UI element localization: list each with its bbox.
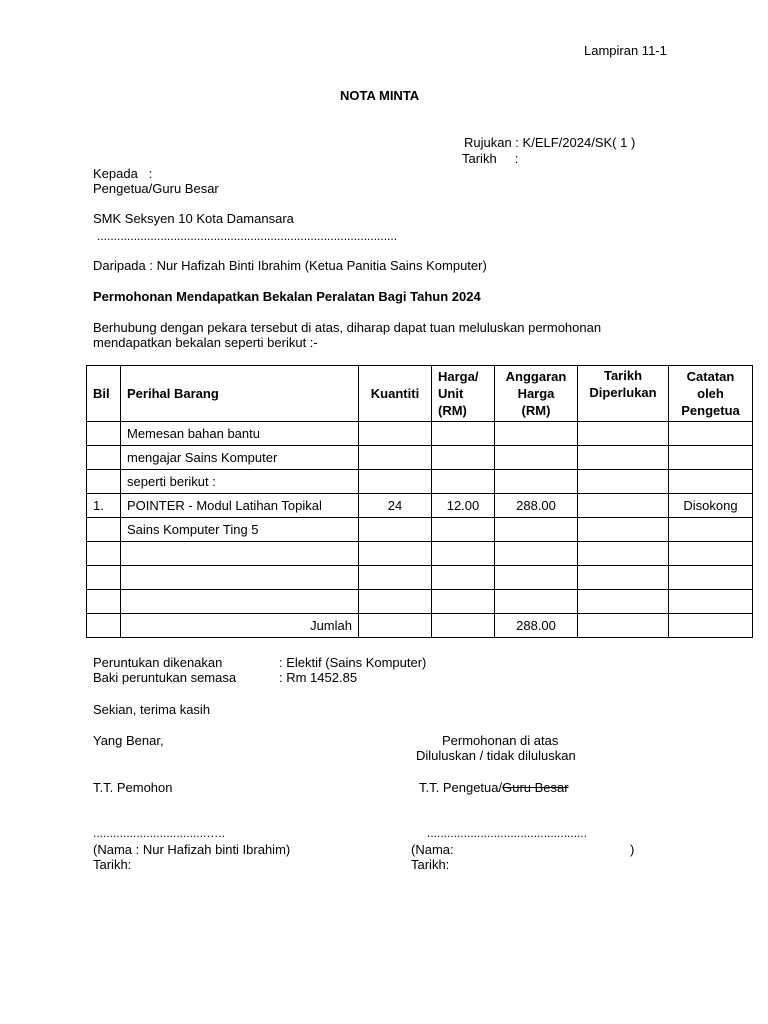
applicant-signature-label: T.T. Pemohon — [93, 780, 173, 795]
cell-quantity — [359, 590, 432, 614]
cell-note — [669, 446, 753, 470]
total-value: 288.00 — [495, 614, 578, 638]
cell-quantity — [359, 446, 432, 470]
cell-budget: 288.00 — [495, 494, 578, 518]
applicant-signature-dots: ..................................….. — [93, 826, 226, 840]
header-notes-line-1: Catatan — [686, 369, 735, 384]
cell-budget — [495, 590, 578, 614]
cell-item: POINTER - Modul Latihan Topikal — [121, 494, 359, 518]
table-row — [87, 542, 753, 566]
cell-date-needed — [578, 542, 669, 566]
header-unit-price-line-3: (RM) — [438, 403, 467, 418]
cell-date-needed — [578, 518, 669, 542]
cell-unit-price — [432, 446, 495, 470]
cell-date-needed — [578, 446, 669, 470]
cell-item: mengajar Sains Komputer — [121, 446, 359, 470]
header-item: Perihal Barang — [121, 366, 359, 422]
allocation-balance-label: Baki peruntukan semasa — [93, 670, 237, 685]
to-label: Kepada : — [93, 166, 153, 181]
cell-quantity — [359, 542, 432, 566]
header-unit-price-line-2: Unit — [438, 386, 464, 401]
cell-budget — [495, 518, 578, 542]
cell-note: Disokong — [669, 494, 753, 518]
cell-note — [669, 590, 753, 614]
cell-unit-price — [432, 518, 495, 542]
cell-note — [669, 518, 753, 542]
cell-unit-price — [432, 542, 495, 566]
reference-line — [464, 135, 635, 150]
cell-bil — [87, 422, 121, 446]
cell-unit-price — [432, 422, 495, 446]
cell-budget — [495, 542, 578, 566]
cell-note — [669, 470, 753, 494]
cell-item: Memesan bahan bantu — [121, 422, 359, 446]
header-date-needed-line-2: Diperlukan — [589, 385, 657, 400]
approval-line-1: Permohonan di atas — [442, 733, 559, 748]
cell-unit-price — [432, 614, 495, 638]
cell-budget — [495, 422, 578, 446]
body-text-line-1: Berhubung dengan pekara tersebut di atas, diharap dapat tuan meluluskan permohonan — [93, 320, 602, 335]
cell-bil — [87, 566, 121, 590]
items-table — [86, 365, 753, 638]
cell-bil — [87, 446, 121, 470]
closing-thanks: Sekian, terima kasih — [93, 702, 211, 717]
subject-line: Permohonan Mendapatkan Bekalan Peralatan Bagi Tahun 2024 — [93, 289, 481, 304]
cell-item — [121, 542, 359, 566]
cell-item — [121, 590, 359, 614]
cell-unit-price — [432, 590, 495, 614]
cell-quantity — [359, 470, 432, 494]
header-budget-line-1: Anggaran — [505, 369, 567, 384]
document-title: NOTA MINTA — [340, 88, 420, 103]
table-header-row — [87, 366, 753, 422]
date-label: Tarikh : — [462, 151, 519, 166]
cell-item: seperti berikut : — [121, 470, 359, 494]
principal-signature-label — [419, 780, 569, 795]
applicant-name: (Nama : Nur Hafizah binti Ibrahim) — [93, 842, 291, 857]
cell-date-needed — [578, 590, 669, 614]
cell-bil — [87, 590, 121, 614]
header-unit-price-line-1: Harga/ — [438, 369, 479, 384]
cell-date-needed — [578, 494, 669, 518]
principal-date: Tarikh: — [411, 857, 450, 872]
table-row — [87, 470, 753, 494]
table-row — [87, 566, 753, 590]
principal-name-close: ) — [630, 842, 635, 857]
cell-date-needed — [578, 614, 669, 638]
allocation-charged-value: : Elektif (Sains Komputer) — [279, 655, 427, 670]
header-notes-line-2: oleh — [697, 386, 724, 401]
cell-quantity — [359, 422, 432, 446]
cell-unit-price — [432, 566, 495, 590]
cell-quantity: 24 — [359, 494, 432, 518]
principal-signature-struck: Guru Besar — [502, 780, 569, 795]
header-principal-notes — [669, 366, 753, 422]
allocation-charged-label: Peruntukan dikenakan — [93, 655, 223, 670]
from-line: Daripada : Nur Hafizah Binti Ibrahim (Ketua Panitia Sains Komputer) — [93, 258, 487, 273]
table-row — [87, 590, 753, 614]
cell-unit-price — [432, 470, 495, 494]
allocation-balance-value: : Rm 1452.85 — [279, 670, 358, 685]
cell-budget — [495, 470, 578, 494]
reference-value: K/ELF/2024/SK( 1 ) — [522, 135, 636, 150]
cell-bil — [87, 542, 121, 566]
cell-note — [669, 614, 753, 638]
cell-budget — [495, 446, 578, 470]
cell-quantity — [359, 566, 432, 590]
table-total-row — [87, 614, 753, 638]
body-text-line-2: mendapatkan bekalan seperti berikut :- — [93, 335, 318, 350]
cell-item: Sains Komputer Ting 5 — [121, 518, 359, 542]
header-budget-line-2: Harga — [517, 386, 555, 401]
cell-bil — [87, 518, 121, 542]
table-row — [87, 494, 753, 518]
header-date-needed-line-1: Tarikh — [603, 368, 643, 383]
principal-name-open: (Nama: — [411, 842, 454, 857]
header-quantity: Kuantiti — [359, 366, 432, 422]
closing-yours: Yang Benar, — [93, 733, 164, 748]
header-date-needed — [578, 366, 669, 422]
cell-quantity — [359, 614, 432, 638]
cell-bil — [87, 470, 121, 494]
cell-date-needed — [578, 470, 669, 494]
appendix-label: Lampiran 11-1 — [584, 43, 667, 58]
cell-note — [669, 542, 753, 566]
cell-item — [121, 566, 359, 590]
cell-budget — [495, 566, 578, 590]
to-recipient: Pengetua/Guru Besar — [93, 181, 219, 196]
reference-label: Rujukan : — [464, 135, 519, 150]
table-row — [87, 518, 753, 542]
cell-date-needed — [578, 566, 669, 590]
to-school: SMK Seksyen 10 Kota Damansara — [93, 211, 294, 226]
principal-signature-prefix: T.T. Pengetua/ — [419, 780, 503, 795]
header-notes-line-3: Pengetua — [681, 403, 740, 418]
cell-unit-price: 12.00 — [432, 494, 495, 518]
header-unit-price — [432, 366, 495, 422]
cell-quantity — [359, 518, 432, 542]
header-budget-line-3: (RM) — [521, 403, 551, 418]
cell-note — [669, 422, 753, 446]
table-row — [87, 446, 753, 470]
total-label: Jumlah — [121, 614, 359, 638]
header-budget — [495, 366, 578, 422]
address-dotted-line: .......................................................................................... — [97, 229, 398, 243]
applicant-date: Tarikh: — [93, 857, 132, 872]
cell-note — [669, 566, 753, 590]
cell-bil — [87, 614, 121, 638]
table-row — [87, 422, 753, 446]
principal-signature-dots: ................................................ — [427, 826, 588, 840]
header-bil: Bil — [87, 366, 121, 422]
cell-date-needed — [578, 422, 669, 446]
approval-line-2: Diluluskan / tidak diluluskan — [416, 748, 576, 763]
cell-bil: 1. — [87, 494, 121, 518]
